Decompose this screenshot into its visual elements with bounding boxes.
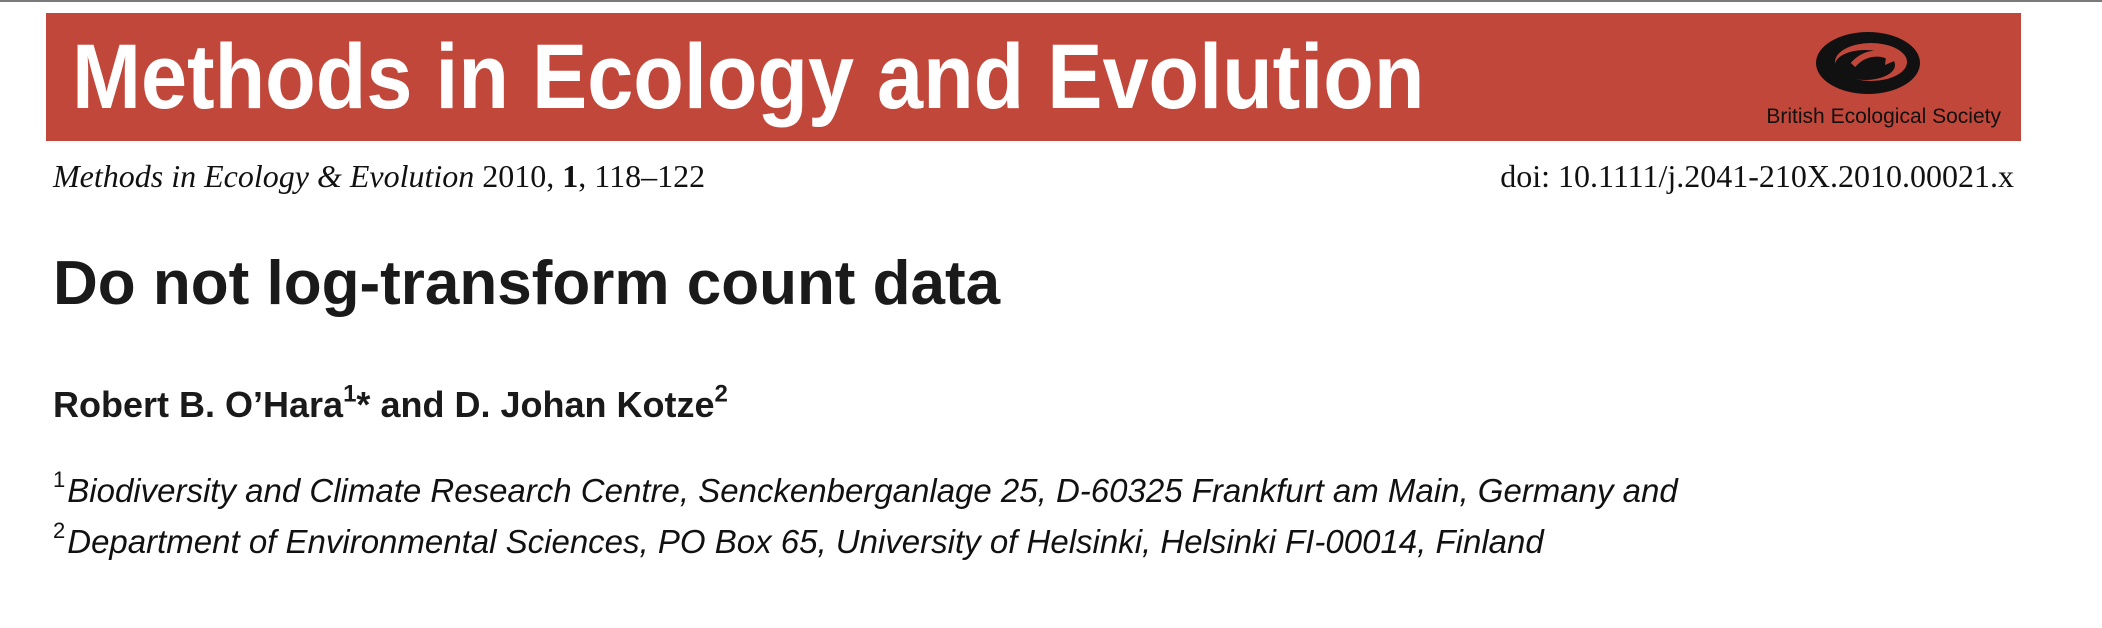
- top-rule: [0, 0, 2102, 2]
- author-list: [53, 380, 728, 426]
- citation-volume: 1: [562, 158, 579, 194]
- publisher-logo[interactable]: [1741, 29, 2001, 133]
- british-ecological-society-logo-icon: [1813, 29, 1923, 97]
- affiliation-mark: 1: [343, 380, 357, 408]
- article-title: Do not log-transform count data: [53, 249, 1001, 318]
- affiliation-mark: 2: [714, 380, 728, 408]
- affiliation-line: [53, 466, 1678, 510]
- affiliation-mark: 2: [53, 517, 66, 543]
- publisher-name: British Ecological Society: [1766, 105, 2001, 128]
- affiliation-line: [53, 517, 1544, 561]
- author-name[interactable]: Robert B. O’Hara: [53, 384, 344, 425]
- citation-journal: Methods in Ecology & Evolution: [53, 158, 475, 194]
- author-name[interactable]: D. Johan Kotze: [454, 384, 715, 425]
- affiliation-text: Biodiversity and Climate Research Centre, Senckenberganlage 25, D-60325 Frankfurt am Main, Germany and: [67, 472, 1678, 509]
- journal-banner: [46, 13, 2021, 141]
- affiliation-text: Department of Environmental Sciences, PO Box 65, University of Helsinki, Helsinki FI-00014, Finland: [67, 523, 1544, 560]
- citation-year: 2010,: [482, 158, 555, 194]
- journal-title[interactable]: Methods in Ecology and Evolution: [72, 26, 1425, 128]
- doi-link[interactable]: doi: 10.1111/j.2041-210X.2010.00021.x: [1500, 158, 2014, 194]
- corresponding-author-mark: *: [356, 384, 371, 425]
- citation-pages: , 118–122: [578, 158, 706, 194]
- affiliation-mark: 1: [53, 466, 66, 492]
- citation-line: [53, 158, 705, 195]
- author-conjunction: and: [370, 384, 455, 425]
